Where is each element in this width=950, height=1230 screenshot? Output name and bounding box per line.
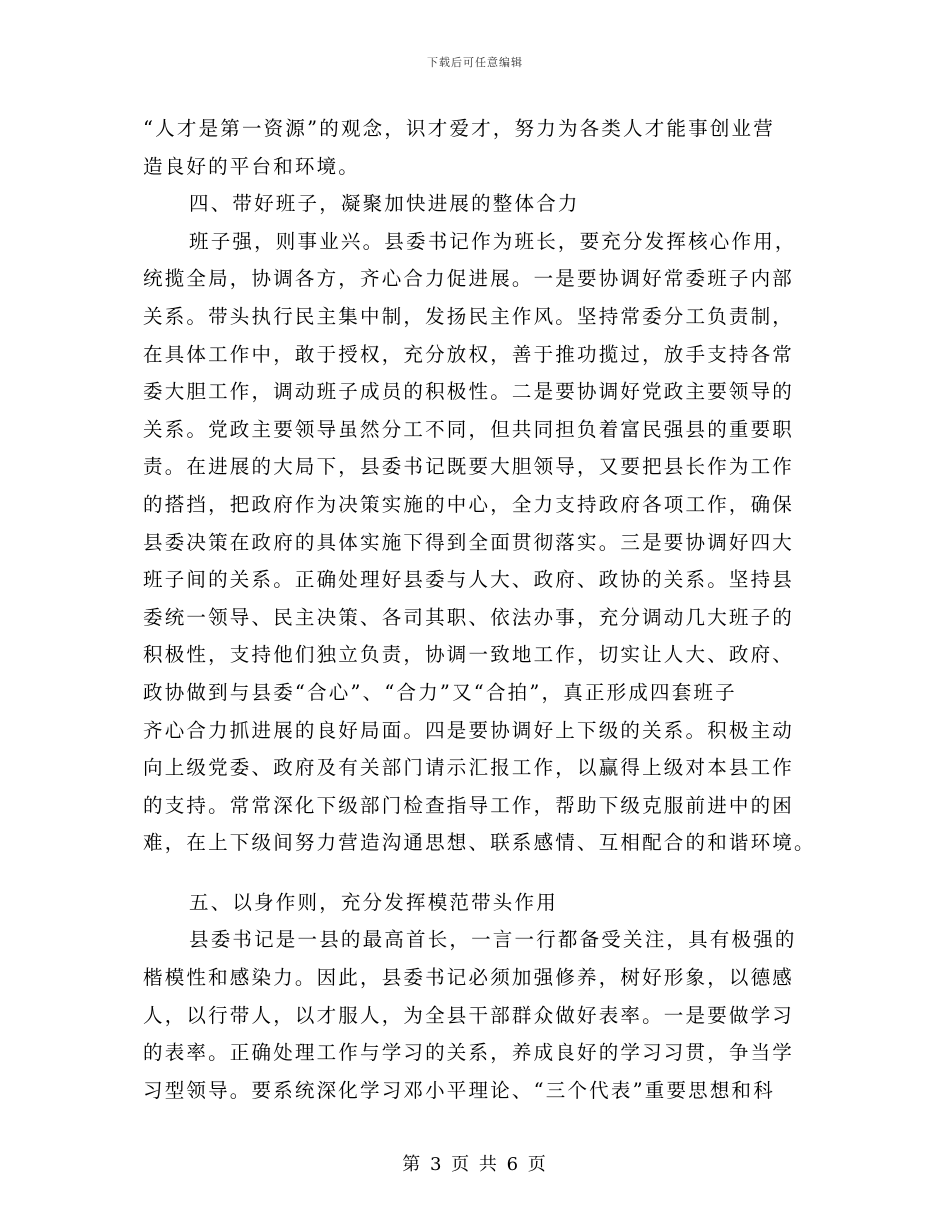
text-line: 委统一领导、民主决策、各司其职、依法办事，充分调动几大班子的	[143, 605, 795, 629]
text-line: 委大胆工作，调动班子成员的积极性。二是要协调好党政主要领导的	[143, 380, 795, 404]
section-heading-4: 四、带好班子，凝聚加快进展的整体合力	[189, 192, 580, 216]
text-line: 统揽全局，协调各方，齐心合力促进展。一是要协调好常委班子内部	[143, 267, 795, 291]
text-line: 的表率。正确处理工作与学习的关系，养成良好的学习习贯，争当学	[143, 1041, 795, 1065]
text-line: 楷模性和感染力。因此，县委书记必须加强修养，树好形象，以德感	[143, 966, 795, 990]
document-body	[143, 110, 816, 1109]
text-line: 县委书记是一县的最高首长，一言一行都备受关注，具有极强的	[189, 928, 797, 952]
text-line: 习型领导。要系统深化学习邓小平理论、“三个代表”重要思想和科	[143, 1078, 775, 1102]
text-line: 的搭挡，把政府作为决策实施的中心，全力支持政府各项工作，确保	[143, 492, 795, 516]
text-line: 责。在进展的大局下，县委书记既要大胆领导，又要把县长作为工作	[143, 455, 795, 479]
text-line: 班子强，则事业兴。县委书记作为班长，要充分发挥核心作用，	[189, 229, 797, 253]
text-line: “人才是第一资源”的观念，识才爱才，努力为各类人才能事创业营	[143, 117, 775, 140]
text-line: 难，在上下级间努力营造沟通思想、联系感情、互相配合的和谐环境。	[143, 831, 816, 855]
text-line: 向上级党委、政府及有关部门请示汇报工作，以赢得上级对本县工作	[143, 756, 795, 780]
text-line: 县委决策在政府的具体实施下得到全面贯彻落实。三是要协调好四大	[143, 530, 795, 554]
page-number: 第 3 页 共 6 页	[402, 1154, 548, 1175]
text-line: 政协做到与县委“合心”、“合力”又“合拍”，真正形成四套班子	[143, 680, 737, 704]
text-line: 人，以行带人，以才服人，为全县干部群众做好表率。一是要做学习	[143, 1003, 795, 1027]
section-heading-5: 五、以身作则，充分发挥模范带头作用	[189, 890, 558, 914]
text-line: 积极性，支持他们独立负责，协调一致地工作，切实让人大、政府、	[143, 643, 795, 667]
text-line: 关系。党政主要领导虽然分工不同，但共同担负着富民强县的重要职	[143, 417, 795, 441]
text-line: 班子间的关系。正确处理好县委与人大、政府、政协的关系。坚持县	[143, 568, 795, 592]
text-line: 在具体工作中，敢于授权，充分放权，善于推功揽过，放手支持各常	[143, 342, 795, 366]
text-line: 齐心合力抓进展的良好局面。四是要协调好上下级的关系。积极主动	[143, 718, 795, 742]
paragraph-gap	[143, 862, 808, 884]
text-line: 造良好的平台和环境。	[143, 154, 361, 178]
text-line: 关系。带头执行民主集中制，发扬民主作风。坚持常委分工负责制，	[143, 304, 795, 328]
text-line: 的支持。常常深化下级部门检查指导工作，帮助下级克服前进中的困	[143, 793, 795, 817]
page-header: 下载后可任意编辑	[427, 56, 523, 69]
